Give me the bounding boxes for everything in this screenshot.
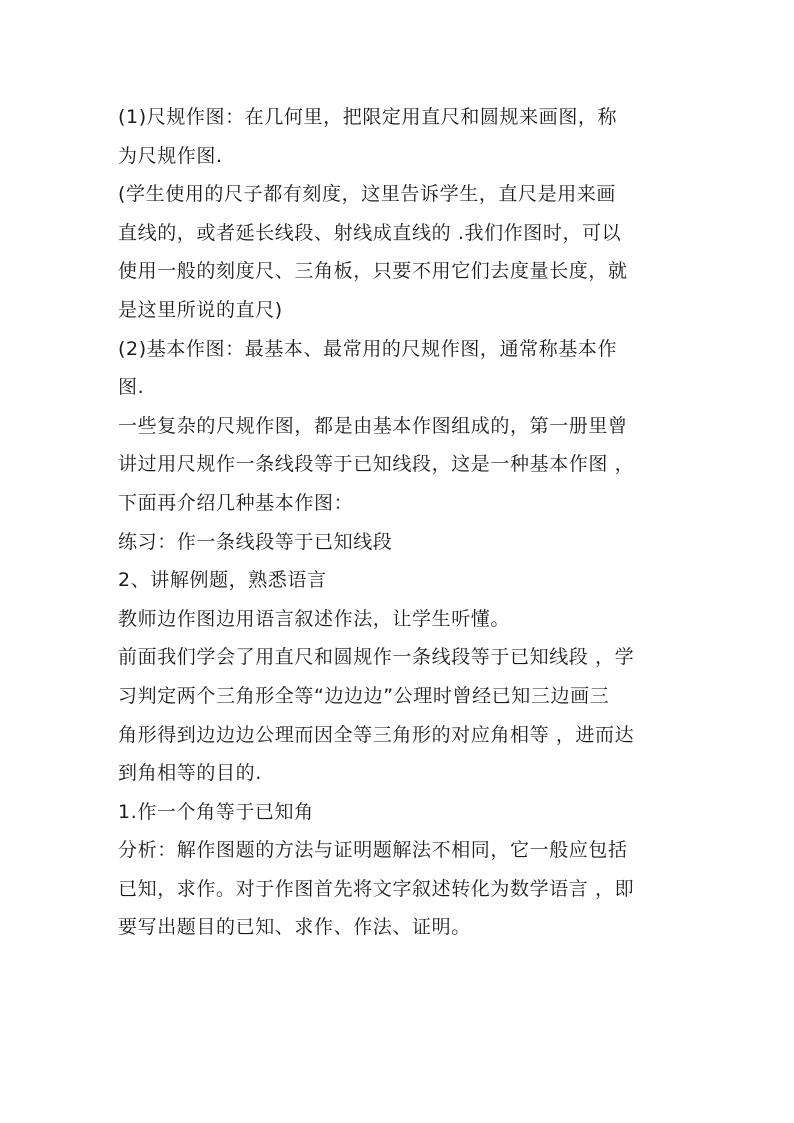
text-line: 角形得到边边边公理而因全等三角形的对应角相等 ，进而达 [118, 723, 635, 746]
text-line: 为尺规作图. [118, 144, 223, 167]
text-line: 要写出题目的已知、求作、作法、证明。 [118, 916, 471, 939]
text-line: 直线的，或者延长线段、射线成直线的 .我们作图时，可以 [118, 221, 622, 244]
text-line: 讲过用尺规作一条线段等于已知线段，这是一种基本作图 ， [118, 453, 635, 476]
text-line: 到角相等的目的. [118, 762, 262, 785]
text-line: 2、讲解例题，熟悉语言 [118, 569, 327, 592]
text-line: 教师边作图边用语言叙述作法，让学生听懂。 [118, 607, 511, 630]
text-line: 图. [118, 376, 145, 399]
text-line: 已知，求作。对于作图首先将文字叙述转化为数学语言 ，即 [118, 877, 635, 900]
text-line: 分析：解作图题的方法与证明题解法不相同，它一般应包括 [118, 839, 628, 862]
text-line: (2)基本作图：最基本、最常用的尺规作图，通常称基本作 [118, 337, 618, 360]
text-line: 1.作一个角等于已知角 [118, 800, 314, 823]
text-line: 下面再介绍几种基本作图： [118, 491, 354, 514]
text-line: 一些复杂的尺规作图，都是由基本作图组成的，第一册里曾 [118, 414, 628, 437]
text-line: 是这里所说的直尺) [118, 298, 283, 321]
text-line: 使用一般的刻度尺、三角板，只要不用它们去度量长度，就 [118, 260, 628, 283]
text-line: 练习：作一条线段等于已知线段 [118, 530, 393, 553]
text-line: 前面我们学会了用直尺和圆规作一条线段等于已知线段 ，学 [118, 646, 635, 669]
text-line: (学生使用的尺子都有刻度，这里告诉学生，直尺是用来画 [118, 183, 617, 206]
text-line: 习判定两个三角形全等“边边边”公理时曾经已知三边画三 [118, 684, 610, 707]
document-body [118, 98, 678, 947]
text-line: (1)尺规作图：在几何里，把限定用直尺和圆规来画图，称 [118, 106, 618, 128]
